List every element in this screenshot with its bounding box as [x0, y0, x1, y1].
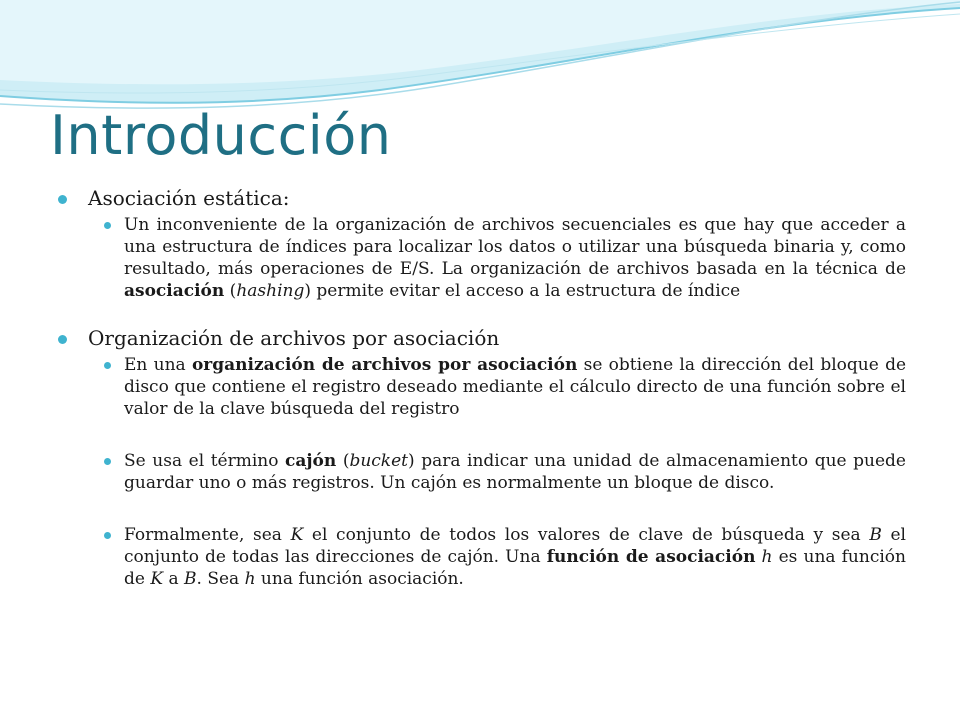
bullet-dot-icon: [58, 195, 67, 204]
bold-term: cajón: [285, 451, 337, 471]
bold-term: función de asociación: [546, 547, 756, 567]
bold-term: asociación: [124, 281, 225, 301]
slide-title: Introducción: [50, 104, 392, 167]
sub-bullet-direccion-bloque: En una organización de archivos por asociación se obtiene la dirección del bloque de disco que contiene el registro deseado mediante el cálculo directo de una función sobre el valor de la clave búsqueda del registro: [94, 354, 906, 420]
sub-bullet-funcion-asociacion: Formalmente, sea K el conjunto de todos los valores de clave de búsqueda y sea B el conjunto de todas las direcciones de cajón. Una función de asociación h es una función de K a B. Sea h una función asociación.: [94, 524, 906, 590]
bullet-heading: Organización de archivos por asociación: [88, 326, 500, 350]
header-wave-decoration: [0, 0, 960, 120]
bullet-dot-icon: [104, 532, 111, 539]
bullet-organizacion-asociacion: [58, 326, 906, 350]
bullet-asociacion-estatica: [58, 186, 906, 210]
sub-bullet-cajon: Se usa el término cajón (bucket) para indicar una unidad de almacenamiento que puede guardar uno o más registros. Un cajón es normalmente un bloque de disco.: [94, 450, 906, 494]
sub-bullet-inconveniente: Un inconveniente de la organización de archivos secuenciales es que hay que acceder a una estructura de índices para localizar los datos o utilizar una búsqueda binaria y, como resultado, más operaciones de E/S. La organización de archivos basada en la técnica de asociación (hashing) permite evitar el acceso a la estructura de índice: [94, 214, 906, 302]
bullet-dot-icon: [104, 362, 111, 369]
slide-body: [58, 186, 906, 590]
bullet-dot-icon: [104, 458, 111, 465]
bullet-dot-icon: [58, 335, 67, 344]
bullet-heading: Asociación estática:: [88, 186, 290, 210]
bold-term: organización de archivos por asociación: [191, 355, 578, 375]
italic-term: hashing: [236, 281, 305, 301]
italic-term: bucket: [349, 451, 408, 471]
bullet-dot-icon: [104, 222, 111, 229]
